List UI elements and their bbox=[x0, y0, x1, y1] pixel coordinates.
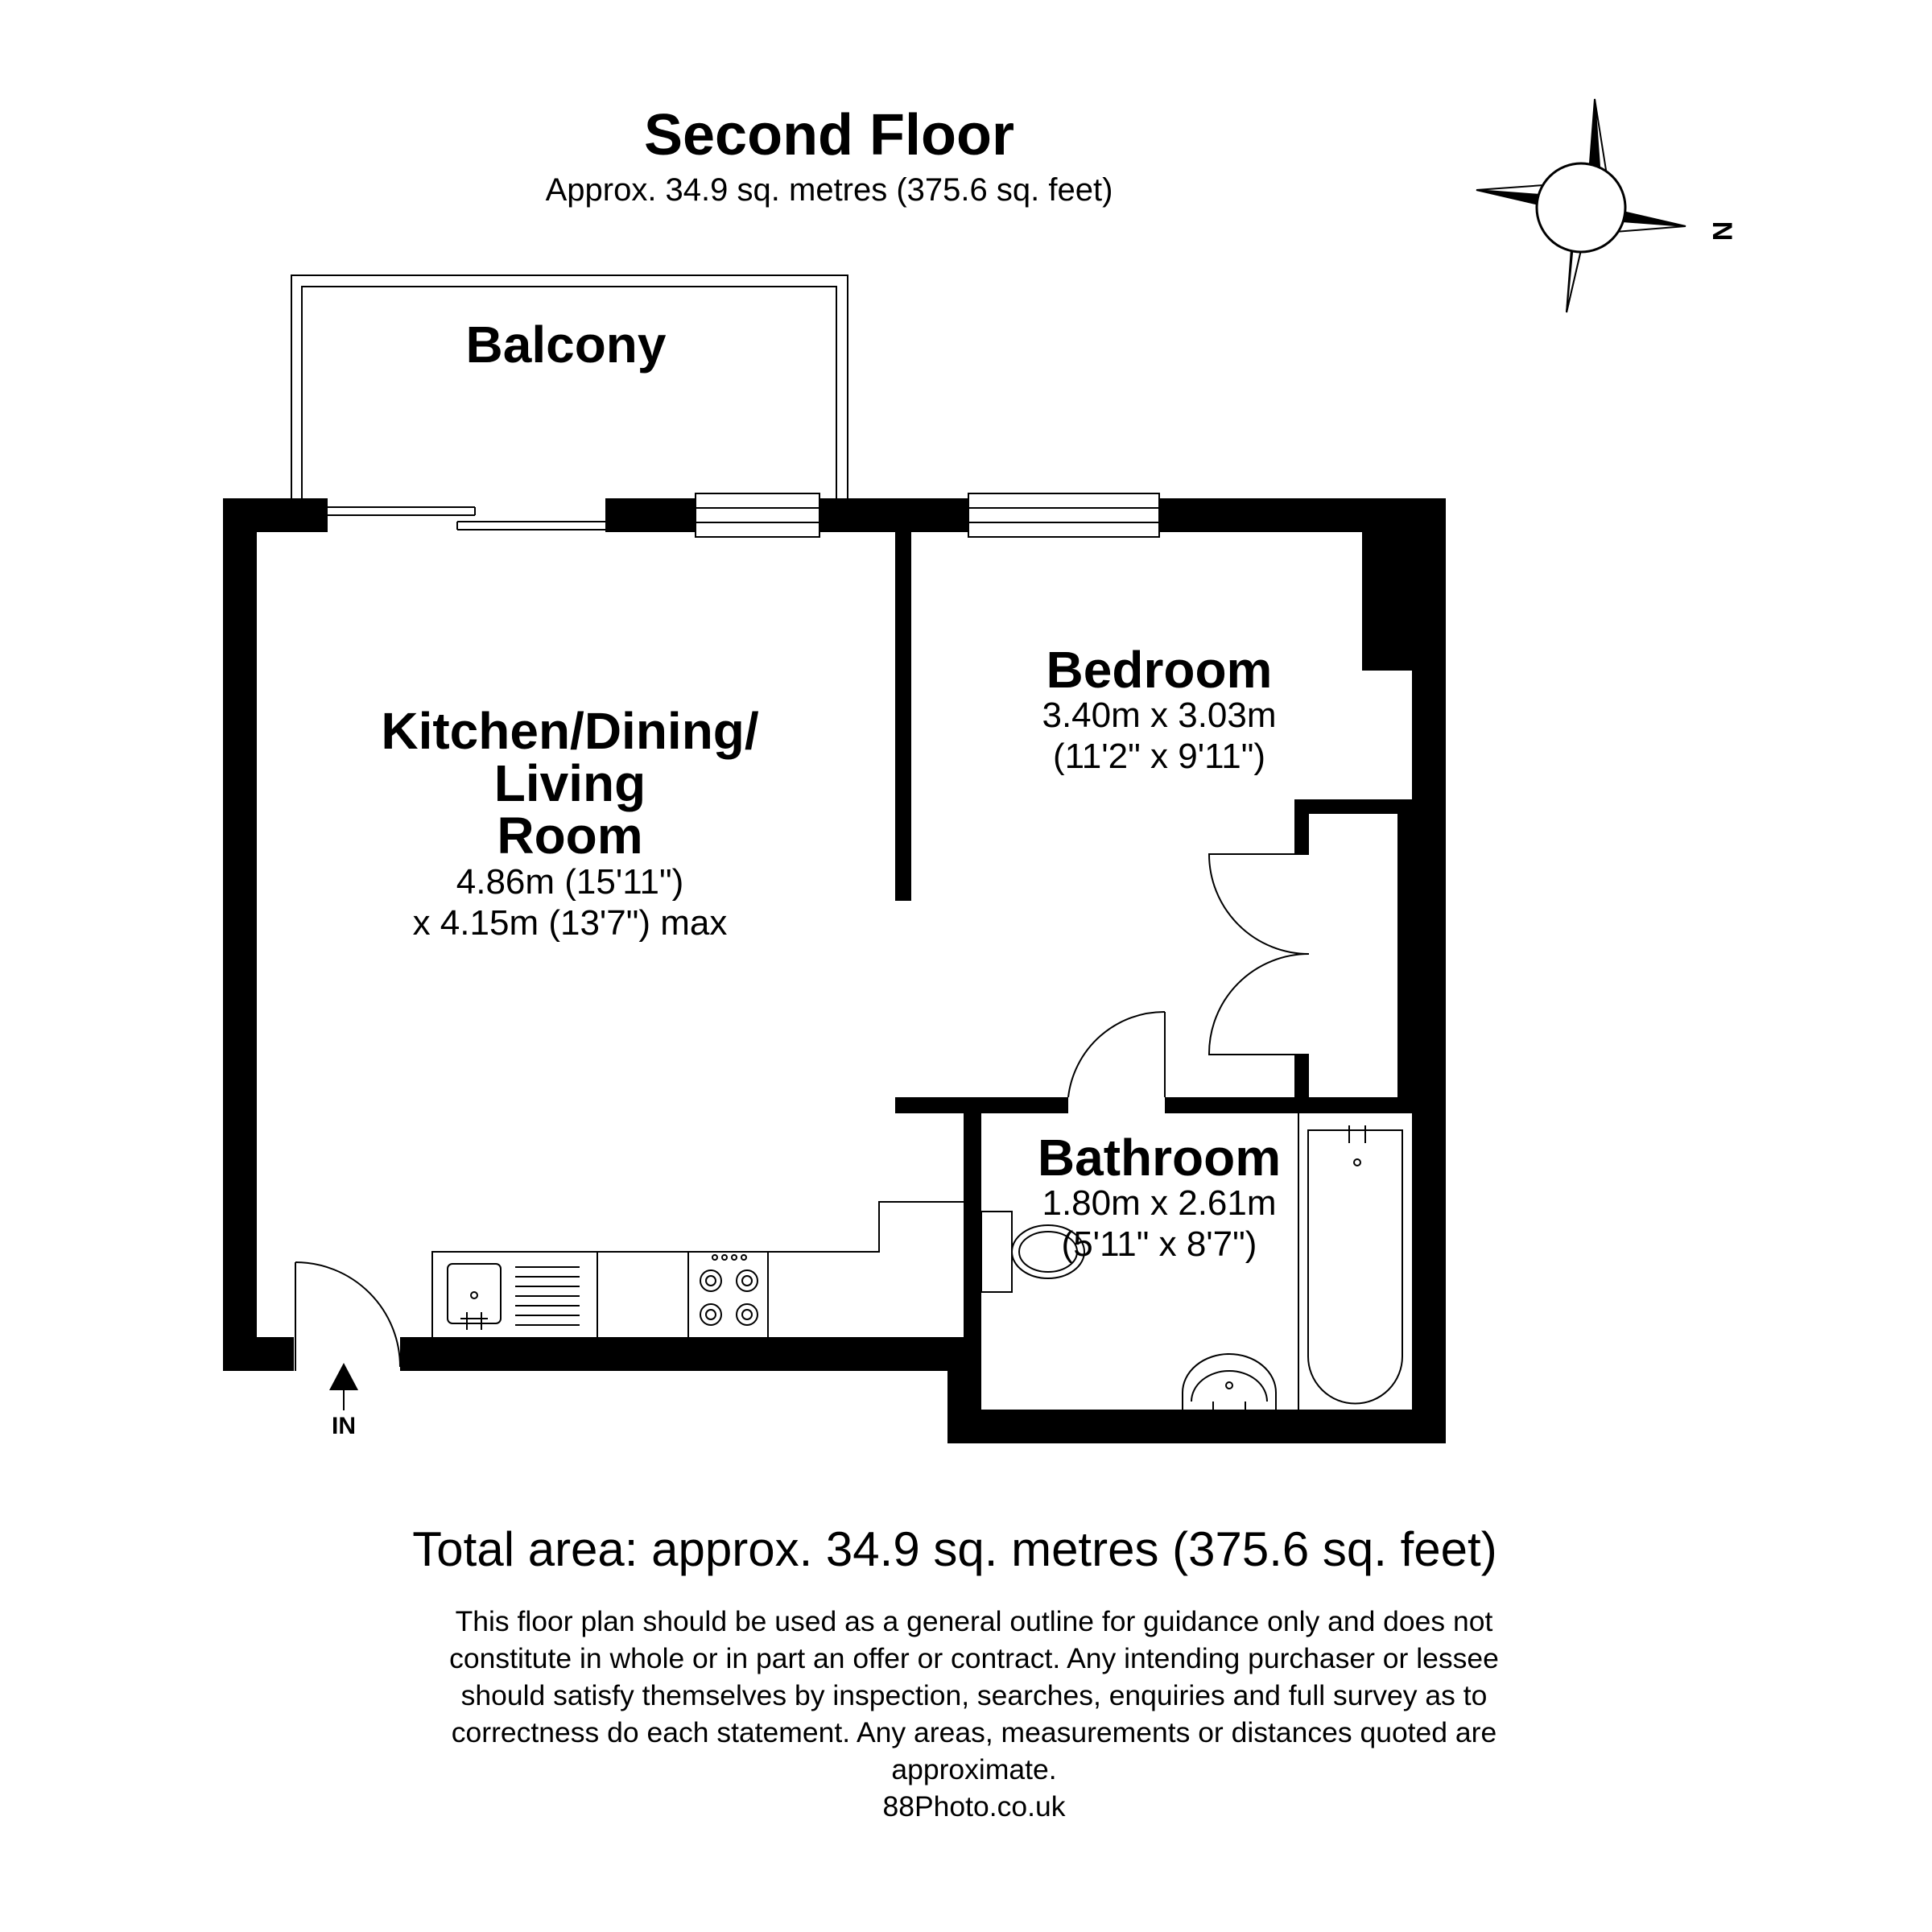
hob-icon bbox=[700, 1255, 758, 1325]
room-kitchen-name-line2: Living bbox=[493, 754, 646, 812]
entrance-label: IN bbox=[332, 1413, 356, 1439]
balcony-sliding-door bbox=[328, 507, 605, 530]
entrance-door bbox=[295, 1262, 400, 1371]
basin-icon bbox=[1183, 1354, 1276, 1417]
bathroom-door bbox=[1068, 1012, 1165, 1097]
window-top-middle bbox=[696, 493, 819, 537]
room-balcony-name: Balcony bbox=[465, 316, 667, 374]
north-label: N bbox=[1707, 221, 1739, 242]
room-kitchen-dim-line1: 4.86m (15'11") bbox=[456, 862, 684, 902]
disclaimer-line: This floor plan should be used as a general outline for guidance only and does not bbox=[455, 1605, 1493, 1637]
room-kitchen bbox=[381, 702, 759, 943]
bath-icon bbox=[1298, 1113, 1402, 1410]
room-kitchen-dim-line2: x 4.15m (13'7") max bbox=[412, 902, 728, 943]
disclaimer-line: approximate. bbox=[891, 1753, 1057, 1785]
room-bedroom-dim-imperial: (11'2" x 9'11") bbox=[1052, 736, 1266, 776]
page-title: Second Floor bbox=[643, 103, 1015, 167]
credit: 88Photo.co.uk bbox=[882, 1790, 1066, 1823]
page-subtitle: Approx. 34.9 sq. metres (375.6 sq. feet) bbox=[545, 172, 1113, 208]
kitchen-counter bbox=[432, 1202, 964, 1337]
disclaimer-line: correctness do each statement. Any areas, measurements or distances quoted are bbox=[451, 1716, 1497, 1748]
room-bedroom bbox=[1042, 641, 1277, 777]
room-bedroom-dim-metric: 3.40m x 3.03m bbox=[1042, 696, 1277, 735]
room-kitchen-name-line1: Kitchen/Dining/ bbox=[381, 702, 759, 760]
balcony-outline bbox=[291, 275, 848, 500]
room-bedroom-name: Bedroom bbox=[1046, 641, 1273, 699]
window-bedroom bbox=[968, 493, 1159, 537]
wardrobe-doors bbox=[1209, 854, 1309, 1055]
room-kitchen-name-line3: Room bbox=[497, 807, 643, 865]
disclaimer bbox=[449, 1603, 1499, 1825]
entrance-arrow-icon bbox=[329, 1363, 358, 1410]
disclaimer-line: constitute in whole or in part an offer or contract. Any intending purchaser or lessee bbox=[449, 1642, 1499, 1674]
disclaimer-line: should satisfy themselves by inspection, searches, enquiries and full survey as to bbox=[460, 1679, 1488, 1711]
compass-icon bbox=[1476, 99, 1686, 312]
kitchen-sink-icon bbox=[448, 1264, 580, 1330]
room-bathroom-name: Bathroom bbox=[1037, 1129, 1282, 1187]
total-area: Total area: approx. 34.9 sq. metres (375.6 sq. feet) bbox=[412, 1522, 1497, 1576]
room-bathroom-dim-metric: 1.80m x 2.61m bbox=[1042, 1183, 1277, 1223]
room-bathroom bbox=[1037, 1129, 1282, 1265]
room-balcony bbox=[465, 316, 667, 374]
room-bathroom-dim-imperial: (5'11" x 8'7") bbox=[1061, 1224, 1257, 1264]
